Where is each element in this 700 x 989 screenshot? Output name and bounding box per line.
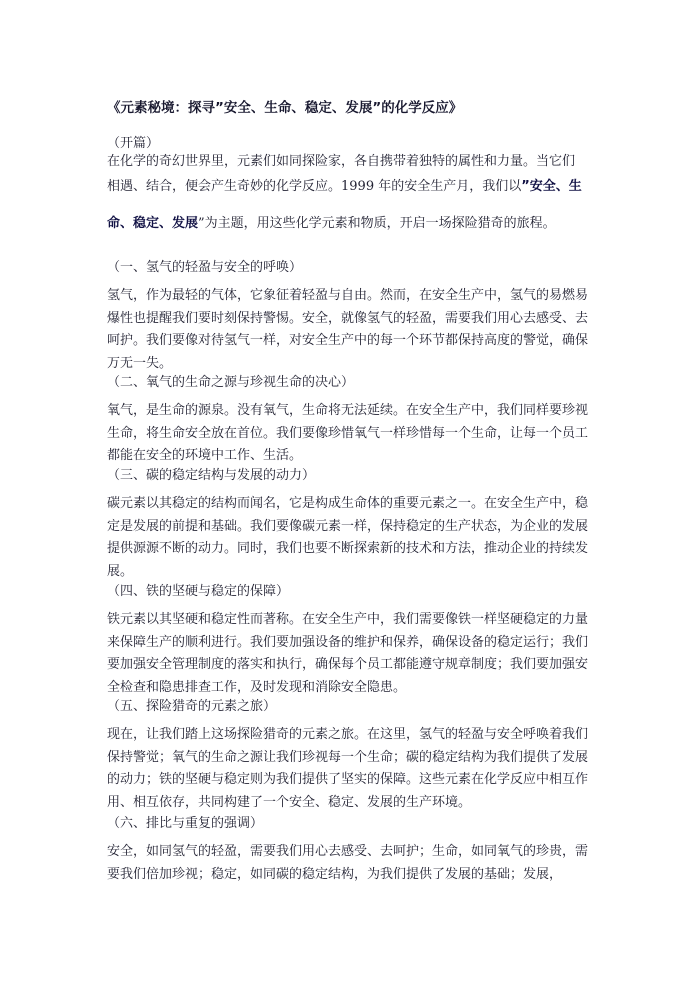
opening-heading: （开篇） (107, 136, 160, 151)
document-title: 《元素秘境：探寻”安全、生命、稳定、发展”的化学反应》 (107, 100, 463, 116)
section-2-body: 氧气，是生命的源泉。没有氧气，生命将无法延续。在安全生产中，我们同样要珍视生命，将生命安全放在首位。我们要像珍惜氧气一样珍惜每一个生命，让每一个员工都能在安全的环境中工作、生活。 (107, 403, 589, 463)
opening-line-3-text: ”为主题，用这些化学元素和物质，开启一场探险猎奇的旅程。 (198, 216, 556, 231)
section-6-body: 安全，如同氢气的轻盈，需要我们用心去感受、去呵护；生命，如同氧气的珍贵，需要我们倍加珍视；稳定，如同碳的稳定结构，为我们提供了发展的基础；发展， (107, 844, 589, 882)
section-5-heading: （五、探险猎奇的元素之旅） (107, 699, 277, 714)
section-3-body: 碳元素以其稳定的结构而闻名，它是构成生命体的重要元素之一。在安全生产中，稳定是发展的前提和基础。我们要像碳元素一样，保持稳定的生产状态，为企业的发展提供源源不断的动力。同时，我们也要不断探索新的技术和方法，推动企业的持续发展。 (107, 496, 589, 579)
opening-line-2 (107, 176, 595, 198)
section-2-heading: （二、氧气的生命之源与珍视生命的决心） (107, 375, 355, 390)
opening-keyword-1: ”安全、生 (521, 179, 582, 194)
section-5-body: 现在，让我们踏上这场探险猎奇的元素之旅。在这里，氢气的轻盈与安全呼唤着我们保持警觉；氧气的生命之源让我们珍视每一个生命；碳的稳定结构为我们提供了发展的动力；铁的坚硬与稳定则为我们提供了坚实的保障。这些元素在化学反应中相互作用、相互依存，共同构建了一个安全、稳定、发展的生产环境。 (107, 727, 589, 810)
section-6-heading: （六、排比与重复的强调） (107, 816, 264, 831)
opening-line-1: 在化学的奇幻世界里，元素们如同探险家，各自携带着独特的属性和力量。当它们 (107, 154, 576, 169)
opening-keyword-2: 命、稳定、发展 (107, 216, 199, 231)
opening-line-2-text: 相遇、结合，便会产生奇妙的化学反应。1999 年的安全生产月，我们以 (107, 179, 522, 194)
section-3-heading: （三、碳的稳定结构与发展的动力） (107, 468, 316, 483)
section-4-body: 铁元素以其坚硬和稳定性而著称。在安全生产中，我们需要像铁一样坚硬稳定的力量来保障生产的顺利进行。我们要加强设备的维护和保养，确保设备的稳定运行；我们要加强安全管理制度的落实和执行，确保每个员工都能遵守规章制度；我们要加强安全检查和隐患排查工作，及时发现和消除安全隐患。 (107, 612, 589, 695)
opening-line-3 (107, 213, 595, 235)
section-1-heading: （一、氢气的轻盈与安全的呼唤） (107, 260, 303, 275)
section-4-heading: （四、铁的坚硬与稳定的保障） (107, 584, 290, 599)
section-1-body: 氢气，作为最轻的气体，它象征着轻盈与自由。然而，在安全生产中，氢气的易燃易爆性也提醒我们要时刻保持警惕。安全，就像氢气的轻盈，需要我们用心去感受、去呵护。我们要像对待氢气一样，对安全生产中的每一个环节都保持高度的警觉，确保万无一失。 (107, 288, 589, 371)
